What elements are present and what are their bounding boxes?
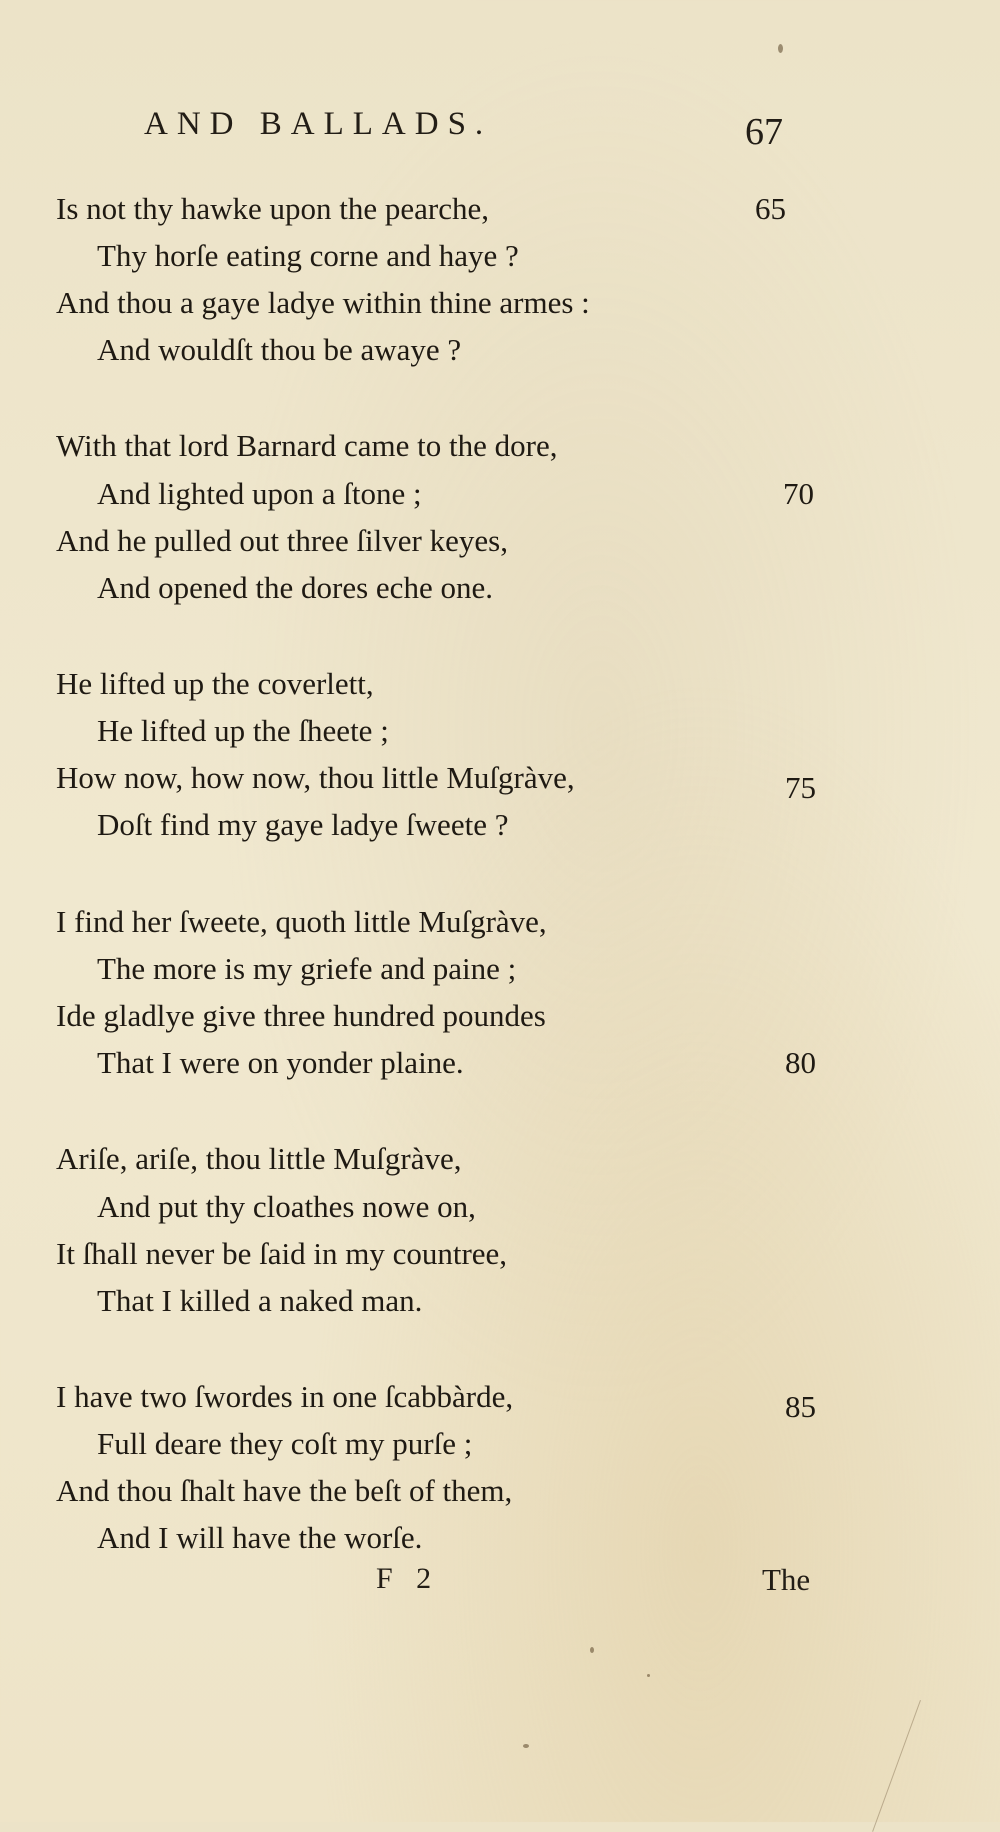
verse-line: That I were on yonder plaine. [97, 1045, 464, 1080]
verse-line: Ariſe, ariſe, thou little Muſgràve, [56, 1141, 462, 1176]
line-number: 80 [785, 1045, 816, 1080]
verse-line: And lighted upon a ſtone ; [97, 476, 422, 511]
paper-speck [778, 44, 783, 53]
verse-line: Doſt find my gaye ladye ſweete ? [97, 807, 509, 842]
verse-line: And put thy cloathes nowe on, [97, 1189, 476, 1224]
verse-line: Is not thy hawke upon the pearche, [56, 191, 490, 226]
verse-line: I have two ſwordes in one ſcabbàrde, [56, 1379, 514, 1414]
verse-line: That I killed a naked man. [97, 1283, 423, 1318]
line-number: 85 [785, 1389, 816, 1424]
verse-line: Full deare they coſt my purſe ; [97, 1426, 473, 1461]
catchword: The [762, 1562, 811, 1597]
line-number: 70 [783, 476, 814, 511]
page-number: 67 [745, 111, 783, 153]
signature-mark: F 2 [376, 1562, 440, 1595]
line-number: 65 [755, 191, 786, 226]
verse-line: And thou a gaye ladye within thine armes : [56, 285, 590, 320]
running-head: AND BALLADS. [144, 106, 493, 142]
paper-crease [872, 1700, 921, 1832]
verse-line: How now, how now, thou little Muſgràve, [56, 760, 575, 795]
verse-line: He lifted up the coverlett, [56, 666, 374, 701]
verse-line: The more is my griefe and paine ; [97, 951, 517, 986]
verse-line: With that lord Barnard came to the dore, [56, 428, 558, 463]
verse-line: Thy horſe eating corne and haye ? [97, 238, 519, 273]
verse-line: And thou ſhalt have the beſt of them, [56, 1473, 513, 1508]
verse-line: And opened the dores eche one. [97, 570, 493, 605]
paper-speck [647, 1674, 650, 1677]
verse-line: He lifted up the ſheete ; [97, 713, 389, 748]
verse-line: It ſhall never be ſaid in my countree, [56, 1236, 508, 1271]
verse-line: I find her ſweete, quoth little Muſgràve, [56, 904, 547, 939]
paper-speck [523, 1744, 529, 1748]
verse-line: And wouldſt thou be awaye ? [97, 332, 462, 367]
verse-line: And he pulled out three ſilver keyes, [56, 523, 508, 558]
verse-line: And I will have the worſe. [97, 1520, 423, 1555]
paper-speck [590, 1647, 594, 1653]
line-number: 75 [785, 770, 816, 805]
verse-line: Ide gladlye give three hundred poundes [56, 998, 546, 1033]
